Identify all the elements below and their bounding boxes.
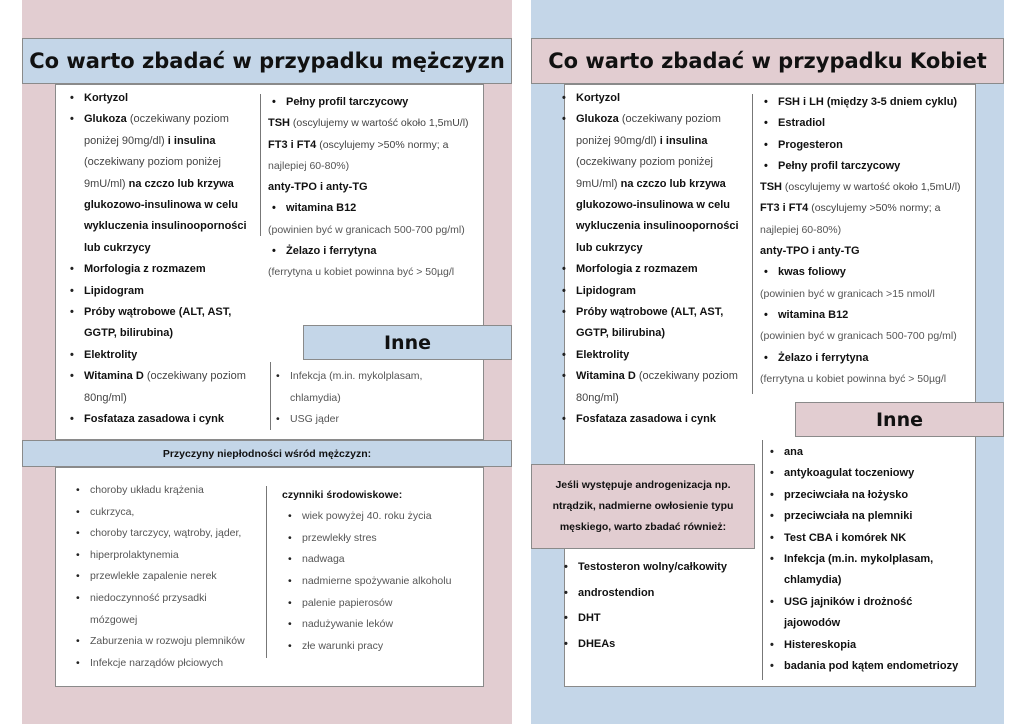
list-item: • przewlekłe zapalenie nerek [74,566,264,588]
divider [260,94,261,236]
list-item: • Testosteron wolny/całkowity [562,555,752,581]
list-item: • Zaburzenia w rozwoju plemników [74,631,264,653]
list-item: • Elektrolity [68,345,263,366]
list-item: • Elektrolity [560,345,750,366]
list-item: • Fosfataza zasadowa i cynk [560,409,750,430]
men-thyroid-block: • Pełny profil tarczycowy TSH (oscylujemy w wartość około 1,5mU/l) FT3 i FT4 (oscylujemy >50% normy; a najlepiej 60-80%) anty-TPO i anty-TG • witamina B12 (powinien być w granicach 500-700 pg/ml) • Żelazo i ferrytyna (ferrytyna u kobiet powinna być > 50µg/l [268,92,483,284]
women-tests-list [560,88,750,431]
men-inne-list [274,366,474,431]
men-causes-header: Przyczyny niepłodności wśród mężczyzn: [22,440,512,467]
env-header: czynniki środowiskowe: [282,489,403,501]
list-item: • Morfologia z rozmazem [560,259,750,280]
list-item: • Estradiol [760,113,972,134]
list-item: • Morfologia z rozmazem [68,259,263,280]
list-item: • choroby układu krążenia [74,480,264,502]
list-item: • Infekcje narządów płciowych [74,653,264,675]
women-inne-label: Inne [795,402,1004,437]
divider [752,94,753,394]
list-item: • DHT [562,606,752,632]
men-env-list [286,506,482,657]
list-item: • Pełny profil tarczycowy [268,92,483,113]
list-item: • Żelazo i ferrytyna [268,241,483,262]
men-title: Co warto zbadać w przypadku mężczyzn [22,38,512,84]
women-andro-list [562,555,752,657]
list-item: • Infekcja (m.in. mykolplasam, chlamydia) [768,549,973,592]
list-item: • nadużywanie leków [286,614,482,636]
list-item: • antykoagulat toczeniowy [768,463,973,484]
men-inne-label: Inne [303,325,512,360]
list-item: • Kortyzol [560,88,750,109]
women-title: Co warto zbadać w przypadku Kobiet [531,38,1004,84]
list-item: • Żelazo i ferrytyna [760,348,972,369]
list-item: • cukrzyca, [74,502,264,524]
list-item: • androstendion [562,581,752,607]
list-item: • Witamina D (oczekiwany poziom 80ng/ml) [68,366,263,409]
list-item: • nadwaga [286,549,482,571]
list-item: • FSH i LH (między 3-5 dniem cyklu) [760,92,972,113]
list-item: • Histereskopia [768,635,973,656]
list-item: • choroby tarczycy, wątroby, jąder, [74,523,264,545]
list-item: • kwas foliowy [760,262,972,283]
list-item: • Witamina D (oczekiwany poziom 80ng/ml) [560,366,750,409]
list-item: • Test CBA i komórek NK [768,528,973,549]
list-item: • Kortyzol [68,88,263,109]
list-item: • Pełny profil tarczycowy [760,156,972,177]
list-item: • złe warunki pracy [286,636,482,658]
list-item: • Fosfataza zasadowa i cynk [68,409,263,430]
list-item: • przeciwciała na łożysko [768,485,973,506]
list-item: • witamina B12 [760,305,972,326]
list-item: • Glukoza (oczekiwany poziom poniżej 90mg/dl) i insulina (oczekiwany poziom poniżej 9mU/ml) na czczo lub krzywa glukozowo-insulinowa w celu wykluczenia insulinooporności lub cukrzycy [560,109,750,259]
list-item: • przeciwciała na plemniki [768,506,973,527]
list-item: • Lipidogram [560,281,750,302]
list-item: • palenie papierosów [286,593,482,615]
list-item: • USG jąder [274,409,474,431]
men-env-block [282,485,482,657]
list-item: • Próby wątrobowe (ALT, AST, GGTP, bilirubina) [560,302,750,345]
list-item: • DHEAs [562,632,752,658]
list-item: • Próby wątrobowe (ALT, AST, GGTP, bilirubina) [68,302,263,345]
list-item: • Lipidogram [68,281,263,302]
list-item: • badania pod kątem endometriozy [768,656,973,677]
divider [762,440,763,680]
men-tests-list [68,88,263,431]
list-item: • ana [768,442,973,463]
women-andro-box: Jeśli występuje androgenizacja np. ntrądzik, nadmierne owłosienie typu męskiego, warto zbadać również: [531,464,755,549]
list-item: • nadmierne spożywanie alkoholu [286,571,482,593]
list-item: • Progesteron [760,135,972,156]
list-item: • hiperprolaktynemia [74,545,264,567]
list-item: • niedoczynność przysadki mózgowej [74,588,264,631]
list-item: • Glukoza (oczekiwany poziom poniżej 90mg/dl) i insulina (oczekiwany poziom poniżej 9mU/ml) na czczo lub krzywa glukozowo-insulinowa w celu wykluczenia insulinooporności lub cukrzycy [68,109,263,259]
list-item: • witamina B12 [268,198,483,219]
list-item: • wiek powyżej 40. roku życia [286,506,482,528]
list-item: • Infekcja (m.in. mykolplasam, chlamydia) [274,366,474,409]
men-causes-list [74,480,264,674]
list-item: • USG jajników i drożność jajowodów [768,592,973,635]
women-inne-list [768,442,973,677]
women-right-block: • FSH i LH (między 3-5 dniem cyklu) • Estradiol • Progesteron • Pełny profil tarczycowy TSH (oscylujemy w wartość około 1,5mU/l) FT3 i FT4 (oscylujemy >50% normy; a najlepiej 60-80%) anty-TPO i anty-TG • kwas foliowy (powinien być w granicach >15 nmol/l • witamina B12 (powinien być w granicach 500-700 pg/ml) • Żelazo i ferrytyna (ferrytyna u kobiet powinna być > 50µg/l [760,92,972,390]
divider [270,362,271,430]
list-item: • przewlekły stres [286,528,482,550]
divider [266,486,267,658]
